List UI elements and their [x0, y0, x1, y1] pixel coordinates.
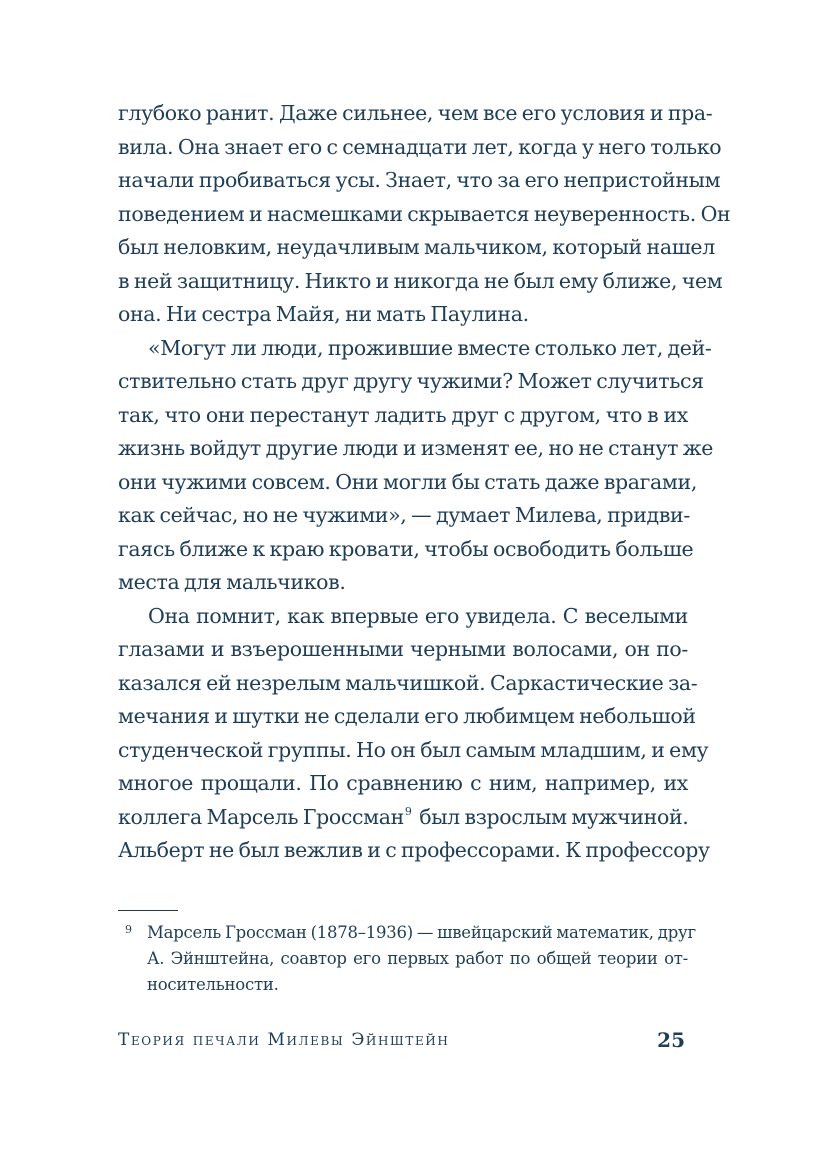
- footnote-text-line: носительности.: [147, 975, 279, 994]
- text-line: вила. Она знает его с семнадцати лет, когда у него только: [118, 134, 722, 159]
- footnote-text-line: Марсель Гроссман (1878–1936) — швейцарский математик, друг: [147, 923, 696, 942]
- page-number: 25: [657, 1028, 685, 1052]
- text-line: места для мальчиков.: [118, 570, 346, 594]
- text-line: «Могут ли люди, прожившие вместе столько лет, дей-: [148, 335, 712, 360]
- text-line: глазами и взъерошенными черными волосами, он по-: [118, 637, 688, 661]
- text-line: как сейчас, но не чужими», — думает Милева, придви-: [118, 503, 690, 527]
- text-line: она. Ни сестра Майя, ни мать Паулина.: [118, 302, 529, 326]
- running-footer: [118, 1026, 688, 1054]
- footnote-first-line: [118, 920, 696, 946]
- text-segment: был взрослым мужчиной.: [419, 804, 689, 829]
- text-line: мечания и шутки не сделали его любимцем небольшой: [118, 704, 696, 728]
- footnote-number: 9: [125, 923, 132, 936]
- text-line: гаясь ближе к краю кровати, чтобы освободить больше: [118, 536, 694, 561]
- text-line: они чужими совсем. Они могли бы стать даже врагами,: [118, 469, 697, 494]
- paragraph-1: [118, 97, 731, 332]
- text-line: ствительно стать друг другу чужими? Может случиться: [118, 369, 704, 393]
- text-line: поведением и насмешками скрывается неуверенность. Он: [118, 201, 731, 226]
- text-line: жизнь войдут другие люди и изменят ее, но не станут же: [118, 436, 714, 460]
- text-line: Она помнит, как впервые его увидела. С веселыми: [148, 603, 688, 628]
- footnote-divider: [118, 910, 178, 911]
- paragraph-3: [118, 600, 710, 868]
- text-line: Альберт не был вежлив и с профессорами. К профессору: [118, 838, 710, 862]
- footnote-reference[interactable]: 9: [404, 804, 412, 818]
- text-segment: коллега Марсель Гроссман: [118, 804, 404, 829]
- text-line: начали пробиваться усы. Знает, что за его непристойным: [118, 168, 721, 192]
- text-line: глубоко ранит. Даже сильнее, чем все его условия и пра-: [118, 101, 713, 125]
- body-text: [118, 97, 731, 868]
- text-line-with-footnote: [118, 801, 688, 835]
- text-line: казался ей незрелым мальчишкой. Саркастические за-: [118, 670, 698, 695]
- book-title: Теория печали Милевы Эйнштейн: [118, 1030, 450, 1050]
- text-line: так, что они перестанут ладить друг с другом, что в их: [118, 402, 688, 427]
- text-line: студенческой группы. Но он был самым младшим, и ему: [118, 737, 709, 762]
- footnote: [118, 920, 696, 998]
- footnote-text-line: А. Эйнштейна, соавтор его первых работ по общей теории от-: [147, 949, 688, 968]
- text-line: в ней защитницу. Никто и никогда не был ему ближе, чем: [118, 268, 723, 293]
- text-line: многое прощали. По сравнению с ним, например, их: [118, 771, 688, 795]
- text-line: был неловким, неудачливым мальчиком, который нашел: [118, 235, 715, 259]
- paragraph-2: [118, 332, 714, 600]
